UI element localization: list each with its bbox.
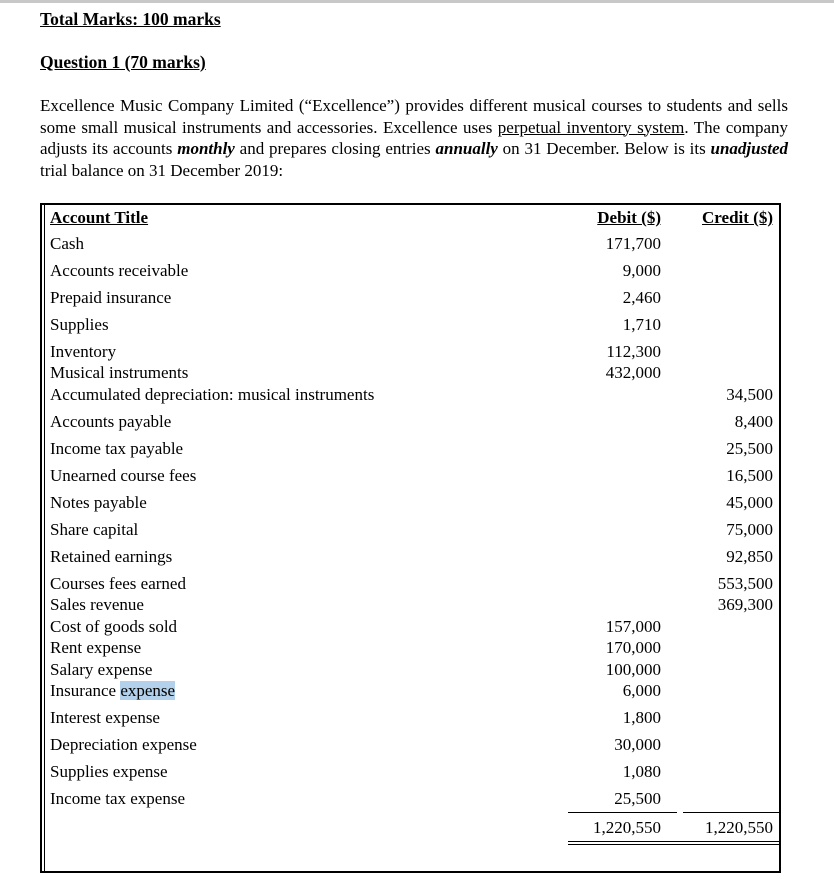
debit-amount: 30,000 — [614, 735, 661, 754]
emphasis-annually: annually — [435, 139, 498, 158]
table-row — [42, 492, 779, 513]
intro-text-4: on 31 December. Below is its — [497, 139, 711, 158]
debit-amount: 25,500 — [614, 789, 661, 808]
account-title: Prepaid insurance — [50, 288, 172, 307]
debit-amount: 9,000 — [622, 261, 661, 280]
column-header-credit: Credit ($) — [702, 208, 773, 227]
total-credit: 1,220,550 — [705, 818, 773, 837]
account-title: Unearned course fees — [50, 466, 197, 485]
credit-amount: 369,300 — [717, 595, 773, 614]
account-title: Cash — [50, 234, 84, 253]
account-title: Supplies — [50, 315, 109, 334]
table-row — [42, 341, 779, 362]
account-title: Income tax payable — [50, 439, 184, 458]
table-row — [42, 734, 779, 755]
double-rule-top — [568, 841, 779, 842]
total-marks-heading: Total Marks: 100 marks — [40, 9, 221, 29]
total-debit: 1,220,550 — [593, 818, 661, 837]
debit-amount: 432,000 — [605, 363, 661, 382]
debit-amount: 112,300 — [606, 342, 661, 361]
double-rule-bottom — [568, 844, 779, 845]
credit-amount: 8,400 — [734, 412, 773, 431]
account-title: Notes payable — [50, 493, 147, 512]
account-title: Rent expense — [50, 638, 142, 657]
column-header-account-title: Account Title — [50, 208, 149, 227]
table-row — [42, 616, 779, 637]
account-title: Musical instruments — [50, 363, 189, 382]
credit-amount: 16,500 — [726, 466, 773, 485]
account-title: Courses fees earned — [50, 574, 186, 593]
perpetual-inventory-term: perpetual inventory system — [497, 117, 685, 137]
emphasis-monthly: monthly — [177, 139, 235, 158]
question-title: Question 1 (70 marks) — [40, 52, 206, 72]
account-title: Sales revenue — [50, 595, 144, 614]
table-row — [42, 287, 779, 308]
totals-row — [42, 817, 779, 838]
table-row — [42, 761, 779, 782]
intro-text-5: trial balance on 31 December 2019: — [40, 160, 284, 180]
trial-balance-table — [40, 203, 781, 873]
account-title: Share capital — [50, 520, 139, 539]
table-row — [42, 573, 779, 594]
account-title: Accounts receivable — [50, 261, 189, 280]
account-title: Income tax expense — [50, 789, 185, 808]
intro-text-2: . The company adjusts its accounts — [40, 117, 789, 158]
table-row — [42, 680, 779, 701]
table-row — [42, 465, 779, 486]
debit-amount: 2,460 — [622, 288, 661, 307]
debit-amount: 6,000 — [622, 681, 661, 700]
debit-subtotal-rule — [568, 812, 677, 813]
table-row — [42, 707, 779, 728]
account-title: Inventory — [50, 342, 117, 361]
credit-amount: 25,500 — [726, 439, 773, 458]
account-title: Retained earnings — [50, 547, 173, 566]
credit-subtotal-rule — [683, 812, 779, 813]
table-row — [42, 233, 779, 254]
credit-amount: 553,500 — [717, 574, 773, 593]
debit-amount: 1,710 — [622, 315, 661, 334]
table-row — [42, 411, 779, 432]
table-row — [42, 362, 779, 383]
account-title: Interest expense — [50, 708, 160, 727]
column-header-debit: Debit ($) — [597, 208, 661, 227]
table-row — [42, 260, 779, 281]
debit-amount: 100,000 — [605, 660, 661, 679]
debit-amount: 1,080 — [622, 762, 661, 781]
intro-text-1: Excellence Music Company Limited (“Excellence”) provides different musical courses to students and sells some small musical instruments and accessories. Excellence uses — [40, 96, 788, 137]
table-header-row — [42, 207, 779, 228]
credit-amount: 45,000 — [726, 493, 773, 512]
intro-paragraph — [40, 95, 788, 181]
debit-amount: 170,000 — [605, 638, 661, 657]
account-title: Accounts payable — [50, 412, 172, 431]
table-row — [42, 438, 779, 459]
credit-amount: 75,000 — [726, 520, 773, 539]
intro-text-3: and prepares closing entries — [234, 139, 436, 158]
credit-amount: 34,500 — [726, 385, 773, 404]
table-row — [42, 594, 779, 615]
top-rule — [0, 0, 834, 3]
account-title — [50, 680, 175, 701]
table-row — [42, 637, 779, 658]
table-row — [42, 788, 779, 809]
highlighted-text-selection: expense — [120, 681, 176, 700]
account-title: Salary expense — [50, 660, 153, 679]
table-row — [42, 546, 779, 567]
table-row — [42, 314, 779, 335]
account-title: Accumulated depreciation: musical instruments — [50, 385, 375, 404]
credit-amount: 92,850 — [726, 547, 773, 566]
table-row — [42, 384, 779, 405]
debit-amount: 171,700 — [605, 234, 661, 253]
emphasis-unadjusted: unadjusted — [710, 139, 788, 158]
account-title: Cost of goods sold — [50, 617, 178, 636]
account-title-main: Insurance — [50, 681, 121, 700]
table-row — [42, 659, 779, 680]
account-title: Depreciation expense — [50, 735, 197, 754]
debit-amount: 157,000 — [605, 617, 661, 636]
table-row — [42, 519, 779, 540]
account-title: Supplies expense — [50, 762, 168, 781]
debit-amount: 1,800 — [622, 708, 661, 727]
